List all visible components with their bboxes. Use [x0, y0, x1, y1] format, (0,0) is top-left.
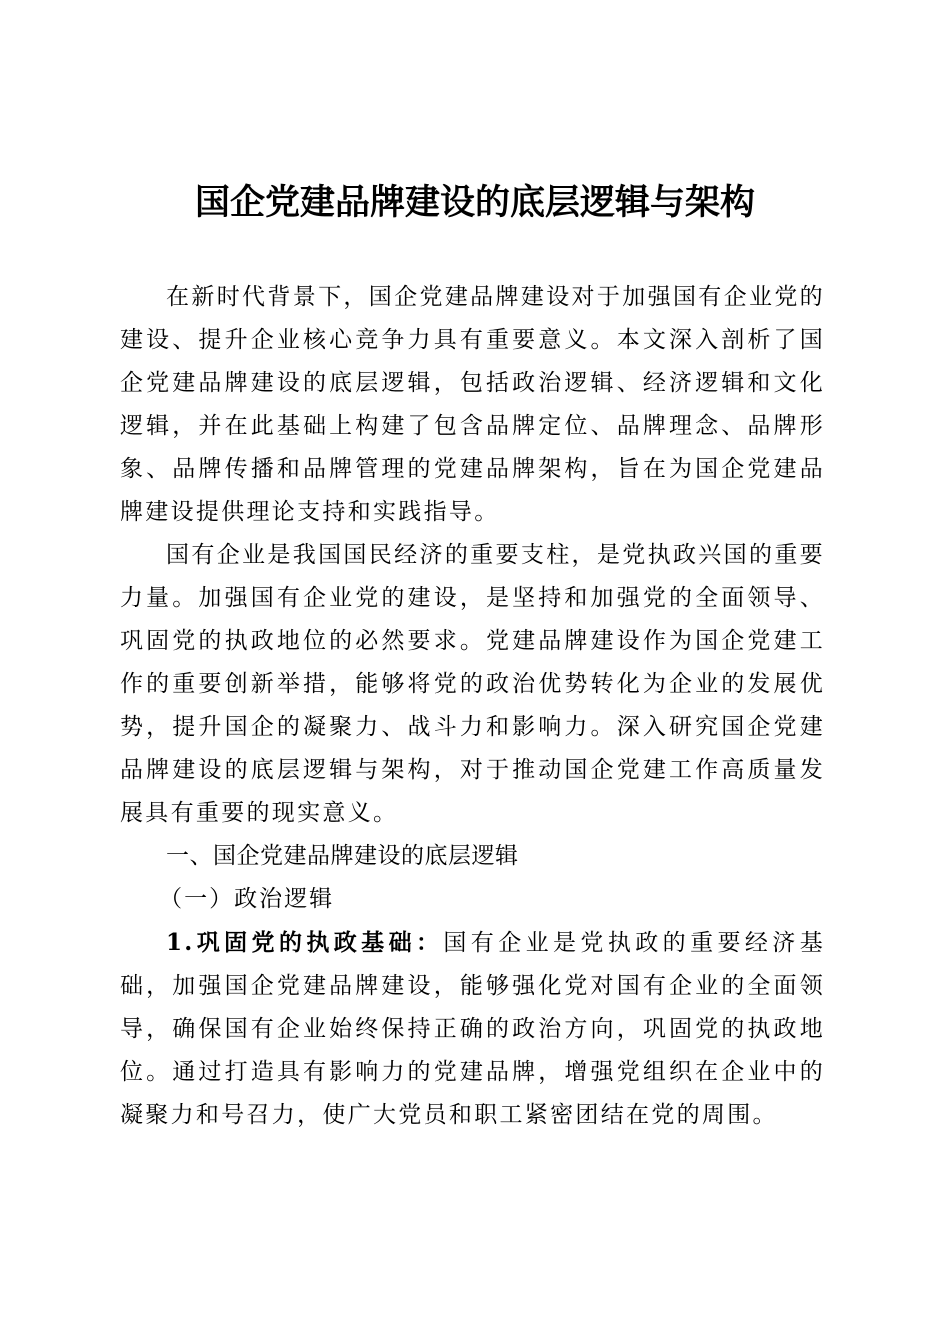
abstract-paragraph: 在新时代背景下，国企党建品牌建设对于加强国有企业党的建设、提升企业核心竞争力具有重要意义。本文深入剖析了国企党建品牌建设的底层逻辑，包括政治逻辑、经济逻辑和文化逻辑，并在此基础上构建了包含品牌定位、品牌理念、品牌形象、品牌传播和品牌管理的党建品牌架构，旨在为国企党建品牌建设提供理论支持和实践指导。 — [120, 284, 825, 525]
point-paragraph — [120, 921, 825, 1137]
document-body — [120, 276, 825, 1137]
subsection-heading: （一）政治逻辑 — [159, 886, 335, 912]
section-heading: 一、国企党建品牌建设的底层逻辑 — [166, 843, 519, 869]
point-lead: 1.巩固党的执政基础： — [166, 929, 444, 956]
document-title: 国企党建品牌建设的底层逻辑与架构 — [194, 182, 755, 223]
intro-paragraph: 国有企业是我国国民经济的重要支柱，是党执政兴国的重要力量。加强国有企业党的建设，是坚持和加强党的全面领导、巩固党的执政地位的必然要求。党建品牌建设作为国企党建工作的重要创新举措，能够将党的政治优势转化为企业的发展优势，提升国企的凝聚力、战斗力和影响力。深入研究国企党建品牌建设的底层逻辑与架构，对于推动国企党建工作高质量发展具有重要的现实意义。 — [120, 542, 825, 826]
point-text: 国有企业是党执政的重要经济基础，加强国企党建品牌建设，能够强化党对国有企业的全面领导，确保国有企业始终保持正确的政治方向，巩固党的执政地位。通过打造具有影响力的党建品牌，增强党组织在企业中的凝聚力和号召力，使广大党员和职工紧密团结在党的周围。 — [120, 930, 825, 1128]
